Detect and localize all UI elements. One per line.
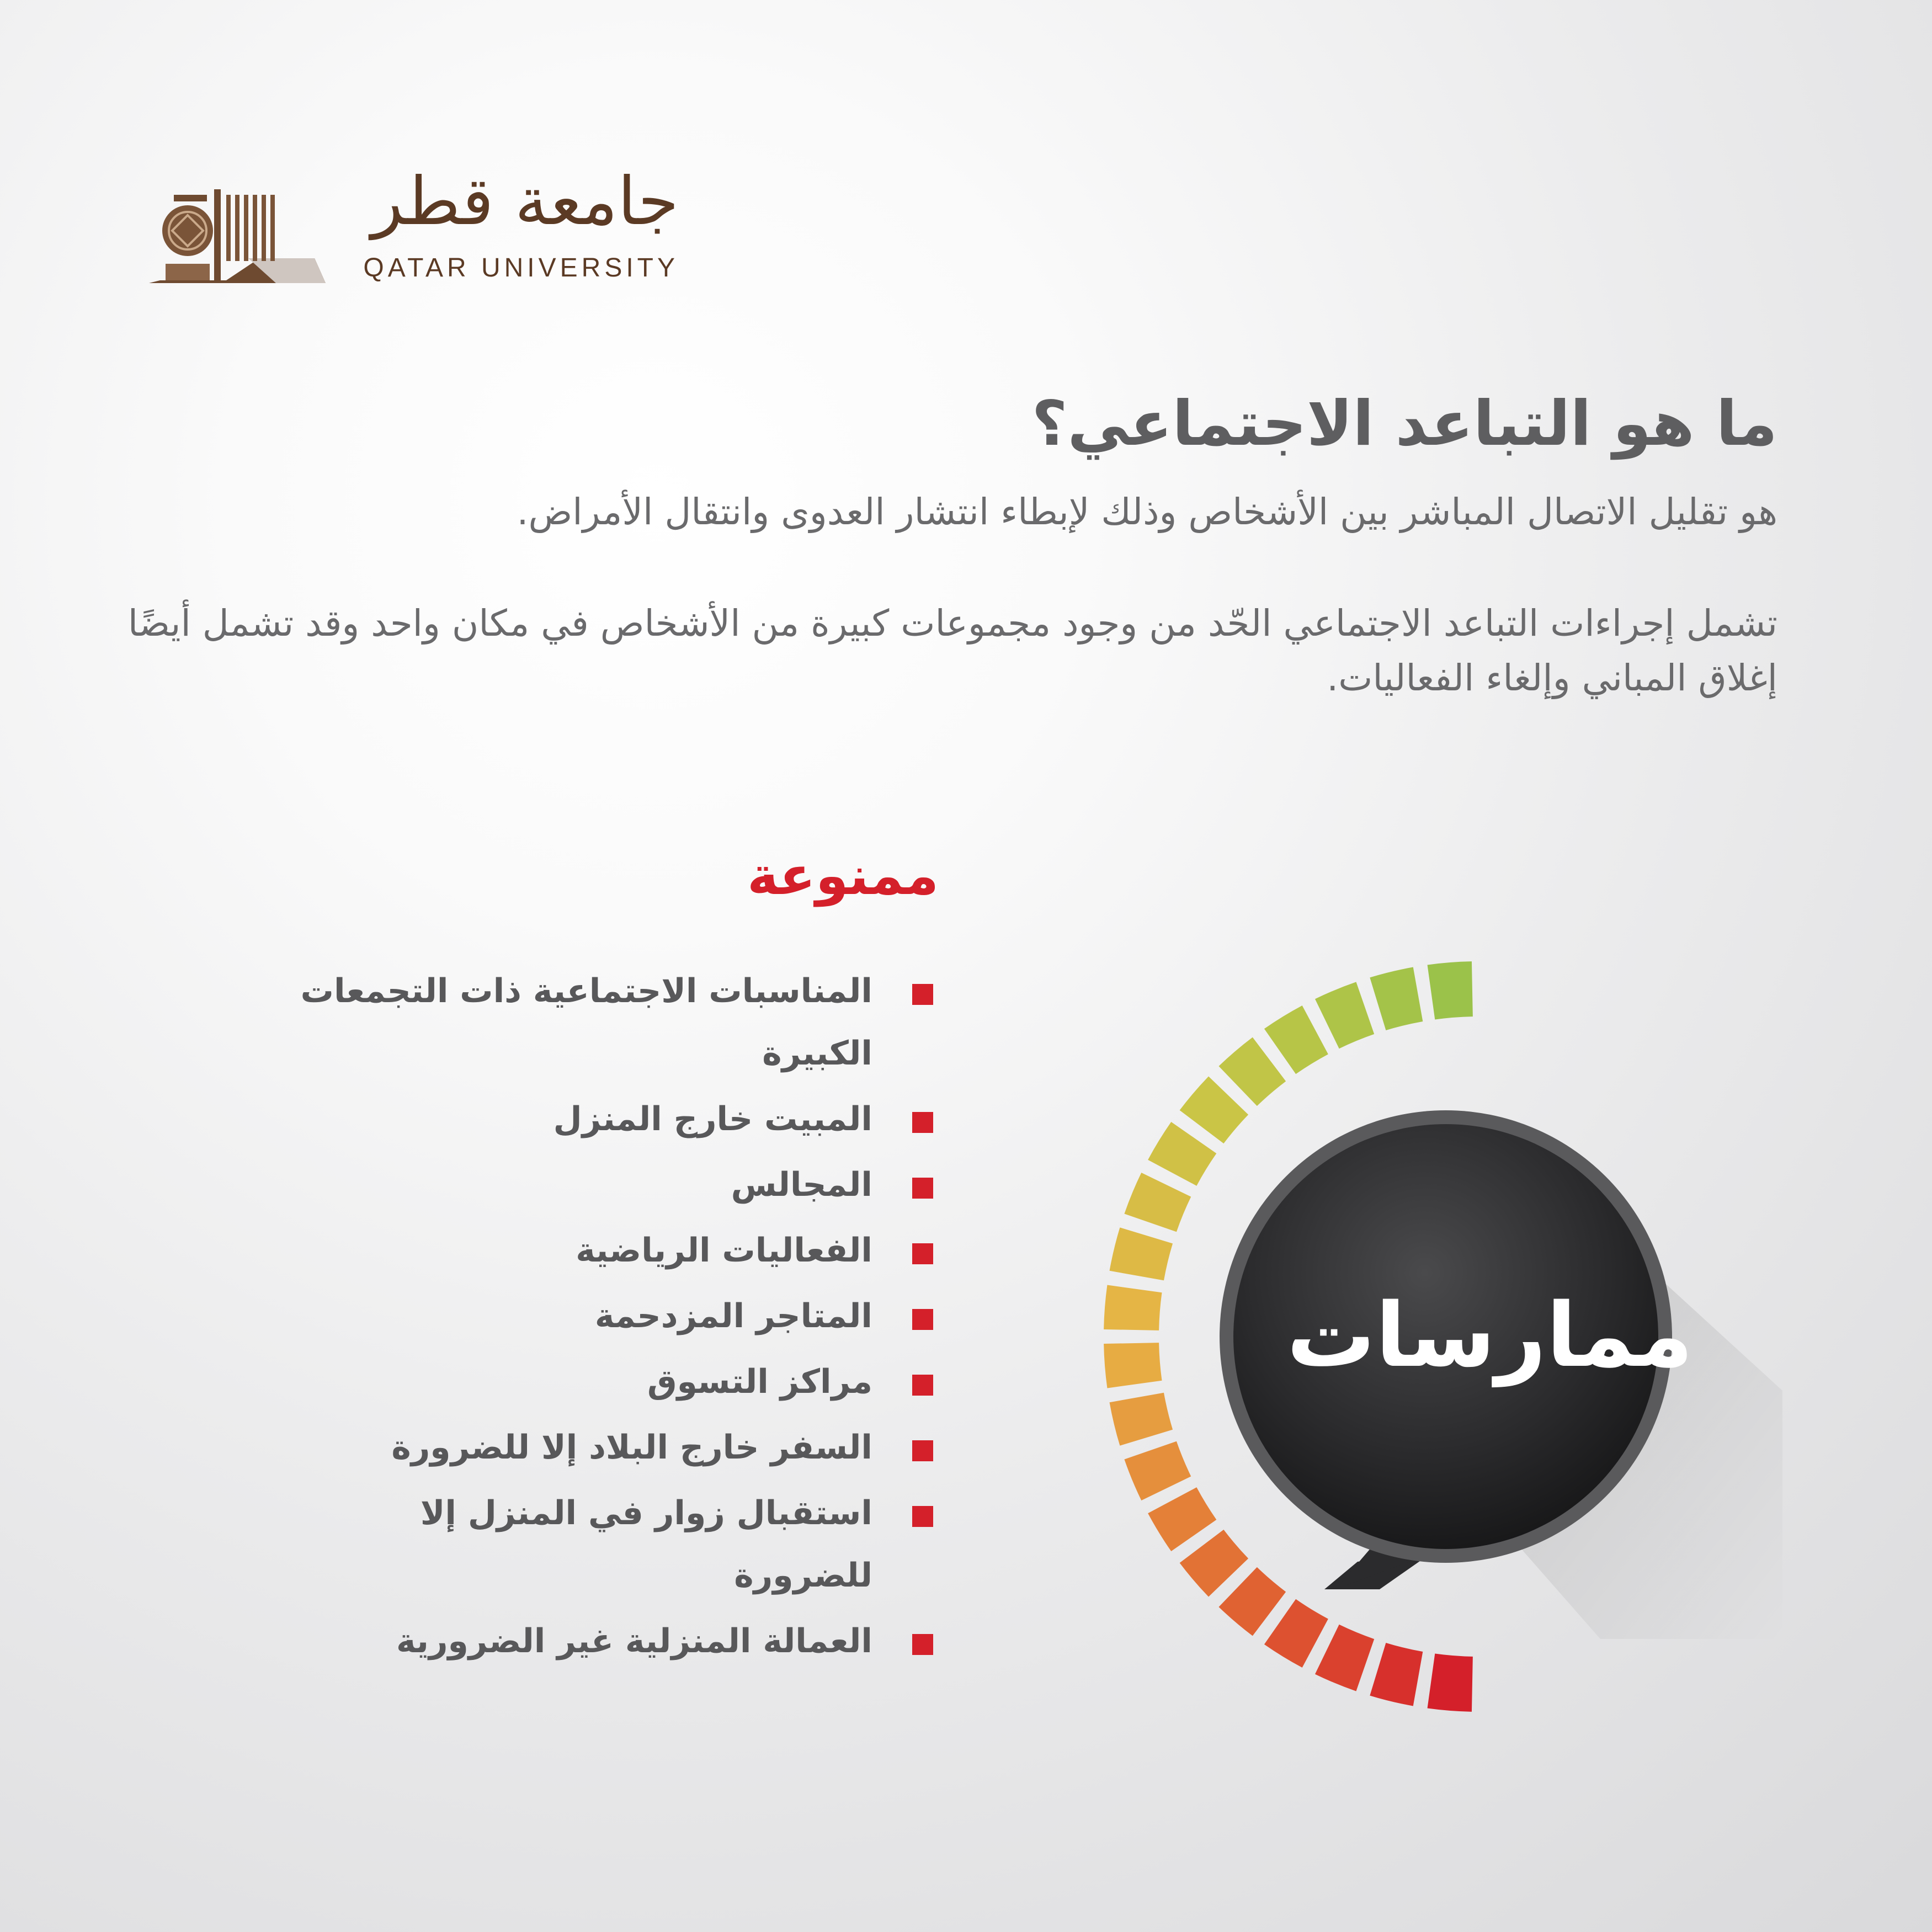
bullet-square-icon (912, 1634, 933, 1655)
dial-segment (1315, 1625, 1374, 1691)
list-item-label: المتاجر المزدحمة (594, 1297, 872, 1335)
qatar-university-logo (149, 163, 679, 286)
bullet-square-icon (912, 1178, 933, 1199)
list-item-label: مراكز التسوق (647, 1362, 872, 1401)
measures-paragraph: تشمل إجراءات التباعد الاجتماعي الحّد من وجود مجموعات كبيرة من الأشخاص في مكان واحد وقد تشمل أيضًا إغلاق المباني وإلغاء الفعاليات. (127, 602, 1777, 699)
list-item (276, 1610, 939, 1673)
logo-arabic-name: جامعة قطر (371, 163, 679, 240)
list-item (276, 960, 939, 1085)
list-item-label: استقبال زوار في المنزل إلا للضرورة (420, 1494, 872, 1595)
dial-segment (1315, 982, 1374, 1049)
bullet-square-icon (912, 1506, 933, 1527)
dial-segment (1148, 1122, 1216, 1186)
list-item (276, 1482, 939, 1607)
dial-segment (1428, 1653, 1473, 1711)
bullet-square-icon (912, 1112, 933, 1133)
list-item (276, 1154, 939, 1216)
dial-segment (1110, 1393, 1173, 1446)
list-item-label: المجالس (731, 1165, 872, 1204)
dial-label: ممارسات (1286, 1284, 1694, 1387)
bullet-square-icon (912, 984, 933, 1005)
bullet-square-icon (912, 1309, 933, 1330)
list-item (276, 1351, 939, 1413)
dial-segment (1180, 1076, 1248, 1143)
definition-paragraph: هو تقليل الاتصال المباشر بين الأشخاص وذلك لإبطاء انتشار العدوى وانتقال الأمراض. (517, 491, 1777, 533)
dial-segment (1264, 1005, 1328, 1074)
dial-segment (1110, 1227, 1173, 1280)
dial-segment (1124, 1441, 1191, 1500)
dial-segment (1218, 1567, 1286, 1636)
forbidden-list (276, 960, 939, 1676)
list-item-label: المبيت خارج المنزل (553, 1100, 872, 1138)
dial-segment (1428, 961, 1473, 1019)
bullet-square-icon (912, 1440, 933, 1461)
dial-segment (1370, 1643, 1423, 1706)
list-item (276, 1220, 939, 1282)
bullet-square-icon (912, 1243, 933, 1264)
university-building-icon (149, 175, 326, 286)
dial-segment (1124, 1173, 1191, 1232)
dial-segment (1264, 1599, 1328, 1668)
list-item-label: الفعاليات الرياضية (576, 1231, 872, 1270)
list-item-label: السفر خارج البلاد إلا للضرورة (391, 1428, 872, 1467)
dial-segment (1370, 967, 1423, 1031)
logo-english-name: QATAR UNIVERSITY (363, 253, 679, 283)
forbidden-title: ممنوعة (747, 845, 939, 907)
list-item (276, 1285, 939, 1348)
list-item-label: العمالة المنزلية غير الضرورية (396, 1622, 872, 1660)
dial-segment (1180, 1530, 1248, 1597)
list-item (276, 1088, 939, 1151)
list-item (276, 1417, 939, 1479)
dial-segment (1148, 1487, 1216, 1551)
list-item-label: المناسبات الاجتماعية ذات التجمعات الكبيرة (300, 972, 872, 1073)
page-heading: ما هو التباعد الاجتماعي؟ (1031, 388, 1777, 460)
bullet-square-icon (912, 1375, 933, 1396)
dial-segment (1104, 1343, 1162, 1388)
dial-segment (1218, 1037, 1286, 1106)
dial-segment (1104, 1285, 1162, 1330)
